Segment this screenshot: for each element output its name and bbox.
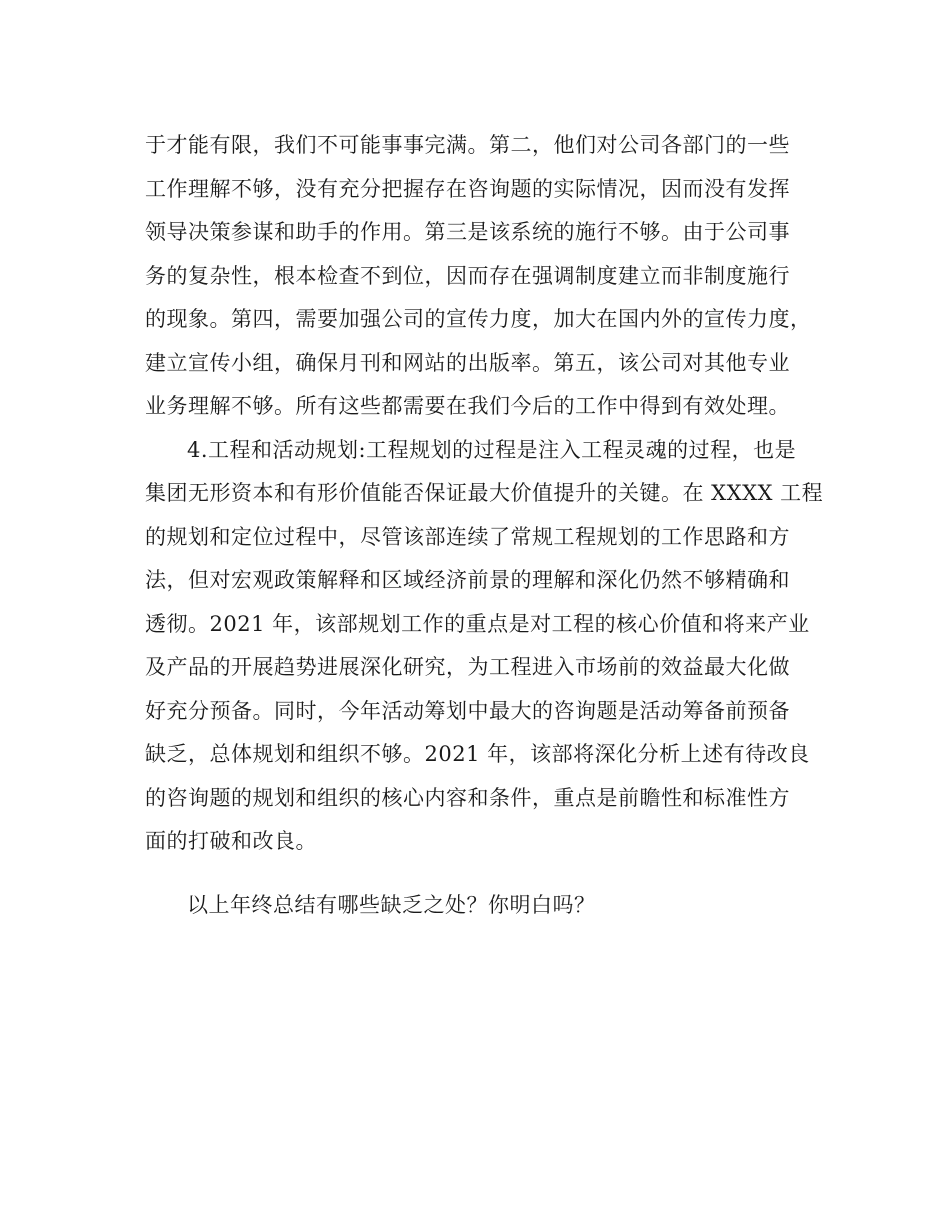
text-line: 4.工程和活动规划:工程规划的过程是注入工程灵魂的过程，也是	[187, 437, 797, 462]
text-line: 建立宣传小组，确保月刊和网站的出版率。第五，该公司对其他专业	[145, 350, 790, 375]
text-line: 面的打破和改良。	[145, 829, 317, 853]
text-line: 好充分预备。同时，今年活动筹划中最大的咨询题是活动筹备前预备	[145, 698, 790, 723]
text-line: 的规划和定位过程中，尽管该部连续了常规工程规划的工作思路和方	[145, 524, 790, 549]
text-line: 的现象。第四，需要加强公司的宣传力度，加大在国内外的宣传力度，	[145, 307, 812, 331]
text-line: 工作理解不够，没有充分把握存在咨询题的实际情况，因而没有发挥	[145, 176, 790, 201]
text-line: 透彻。2021 年，该部规划工作的重点是对工程的核心价值和将来产业	[145, 611, 810, 636]
paragraph-shortcomings-continued	[145, 124, 825, 429]
text-line: 领导决策参谋和助手的作用。第三是该系统的施行不够。由于公司事	[145, 220, 790, 244]
paragraph-closing-question	[145, 884, 825, 928]
paragraph-project-planning	[145, 429, 825, 864]
text-line: 务的复杂性，根本检查不到位，因而存在强调制度建立而非制度施行	[145, 263, 790, 288]
document-body	[145, 124, 825, 927]
text-line: 法，但对宏观政策解释和区域经济前景的理解和深化仍然不够精确和	[145, 568, 790, 592]
text-line: 的咨询题的规划和组织的核心内容和条件，重点是前瞻性和标准性方	[145, 785, 790, 810]
text-line: 缺乏，总体规划和组织不够。2021 年，该部将深化分析上述有待改良	[145, 742, 810, 766]
text-line: 集团无形资本和有形价值能否保证最大价值提升的关键。在 XXXX 工程	[145, 481, 824, 505]
text-line: 以上年终总结有哪些缺乏之处？你明白吗？	[187, 892, 596, 917]
text-line: 及产品的开展趋势进展深化研究，为工程进入市场前的效益最大化做	[145, 655, 790, 679]
text-line: 于才能有限，我们不可能事事完满。第二，他们对公司各部门的一些	[145, 133, 790, 157]
text-line: 业务理解不够。所有这些都需要在我们今后的工作中得到有效处理。	[145, 394, 790, 418]
